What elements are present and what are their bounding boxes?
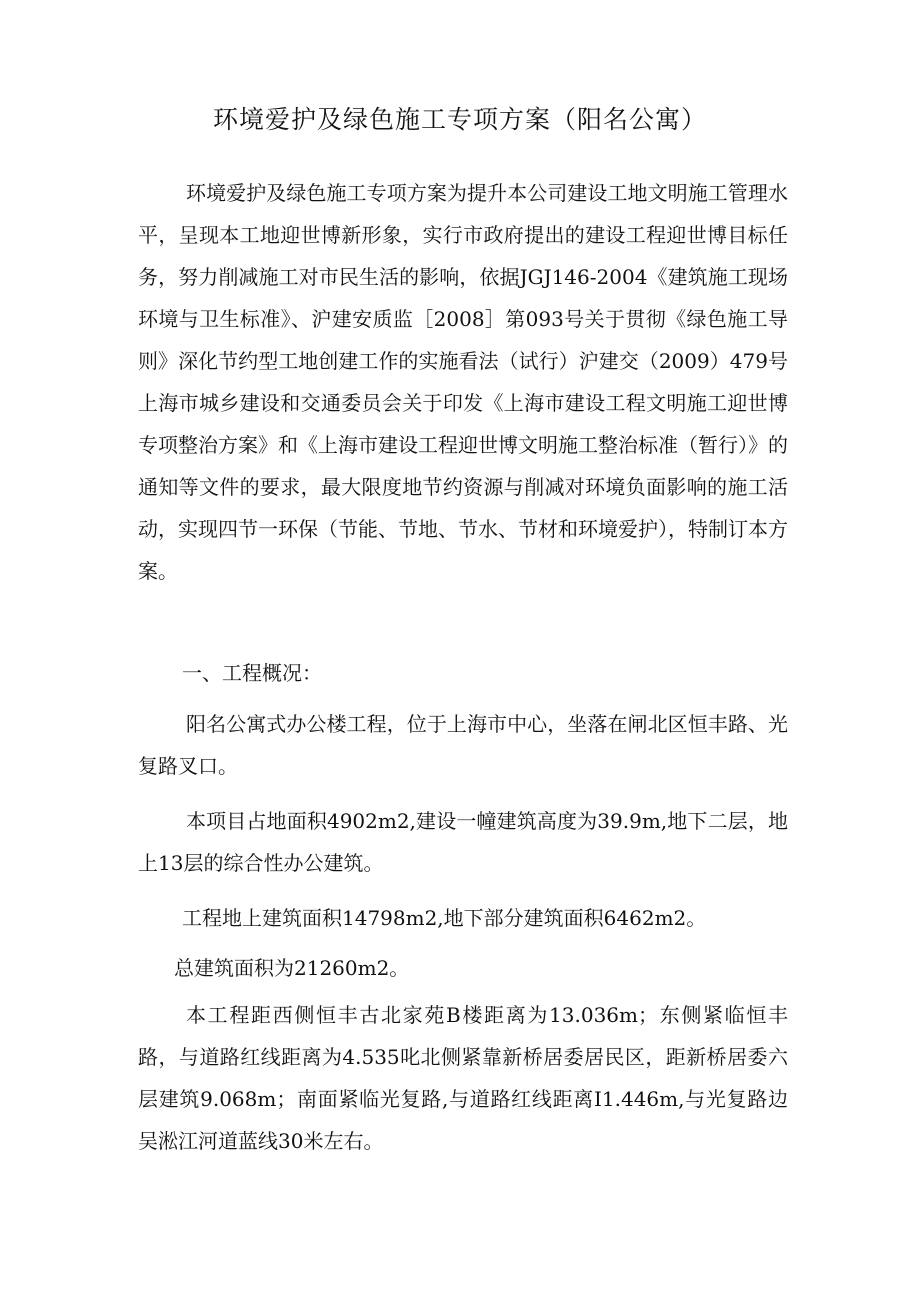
section-heading: 一、工程概况： xyxy=(182,661,322,685)
project-area-paragraph: 本项目占地面积4902m2,建设一幢建筑高度为39.9m,地下二层，地上13层的综合性办公建筑。 xyxy=(138,809,788,875)
intro-paragraph: 环境爱护及绿色施工专项方案为提升本公司建设工地文明施工管理水平，呈现本工地迎世博新形象，实行市政府提出的建设工程迎世博目标任务，努力削减施工对市民生活的影响，依据JGJ146-2004《建筑施工现场环境与卫生标准》、沪建安质监［2008］第093号关于贯彻《绿色施工导则》深化节约型工地创建工作的实施看法（试行）沪建交（2009）479号上海市城乡建设和交通委员会关于印发《上海市建设工程文明施工迎世博专项整治方案》和《上海市建设工程迎世博文明施工整治标准（暂行）》的通知等文件的要求，最大限度地节约资源与削减对环境负面影响的施工活动，实现四节一环保（节能、节地、节水、节材和环境爱护），特制订本方案。 xyxy=(138,181,788,583)
project-location-paragraph: 阳名公寓式办公楼工程，位于上海市中心，坐落在闸北区恒丰路、光复路叉口。 xyxy=(138,712,788,778)
document-title: 环境爱护及绿色施工专项方案（阳名公寓） xyxy=(212,105,707,134)
total-area-paragraph: 总建筑面积为21260m2。 xyxy=(174,956,410,980)
surroundings-paragraph: 本工程距西侧恒丰古北家苑B楼距离为13.036m；东侧紧临恒丰路，与道路红线距离为4.535叱北侧紧靠新桥居委居民区，距新桥居委六层建筑9.068m；南面紧临光复路,与道路红线距离I1.446m,与光复路边吴淞江河道蓝线30米左右。 xyxy=(138,1003,788,1153)
above-ground-area-paragraph: 工程地上建筑面积14798m2,地下部分建筑面积6462m2。 xyxy=(182,906,707,930)
